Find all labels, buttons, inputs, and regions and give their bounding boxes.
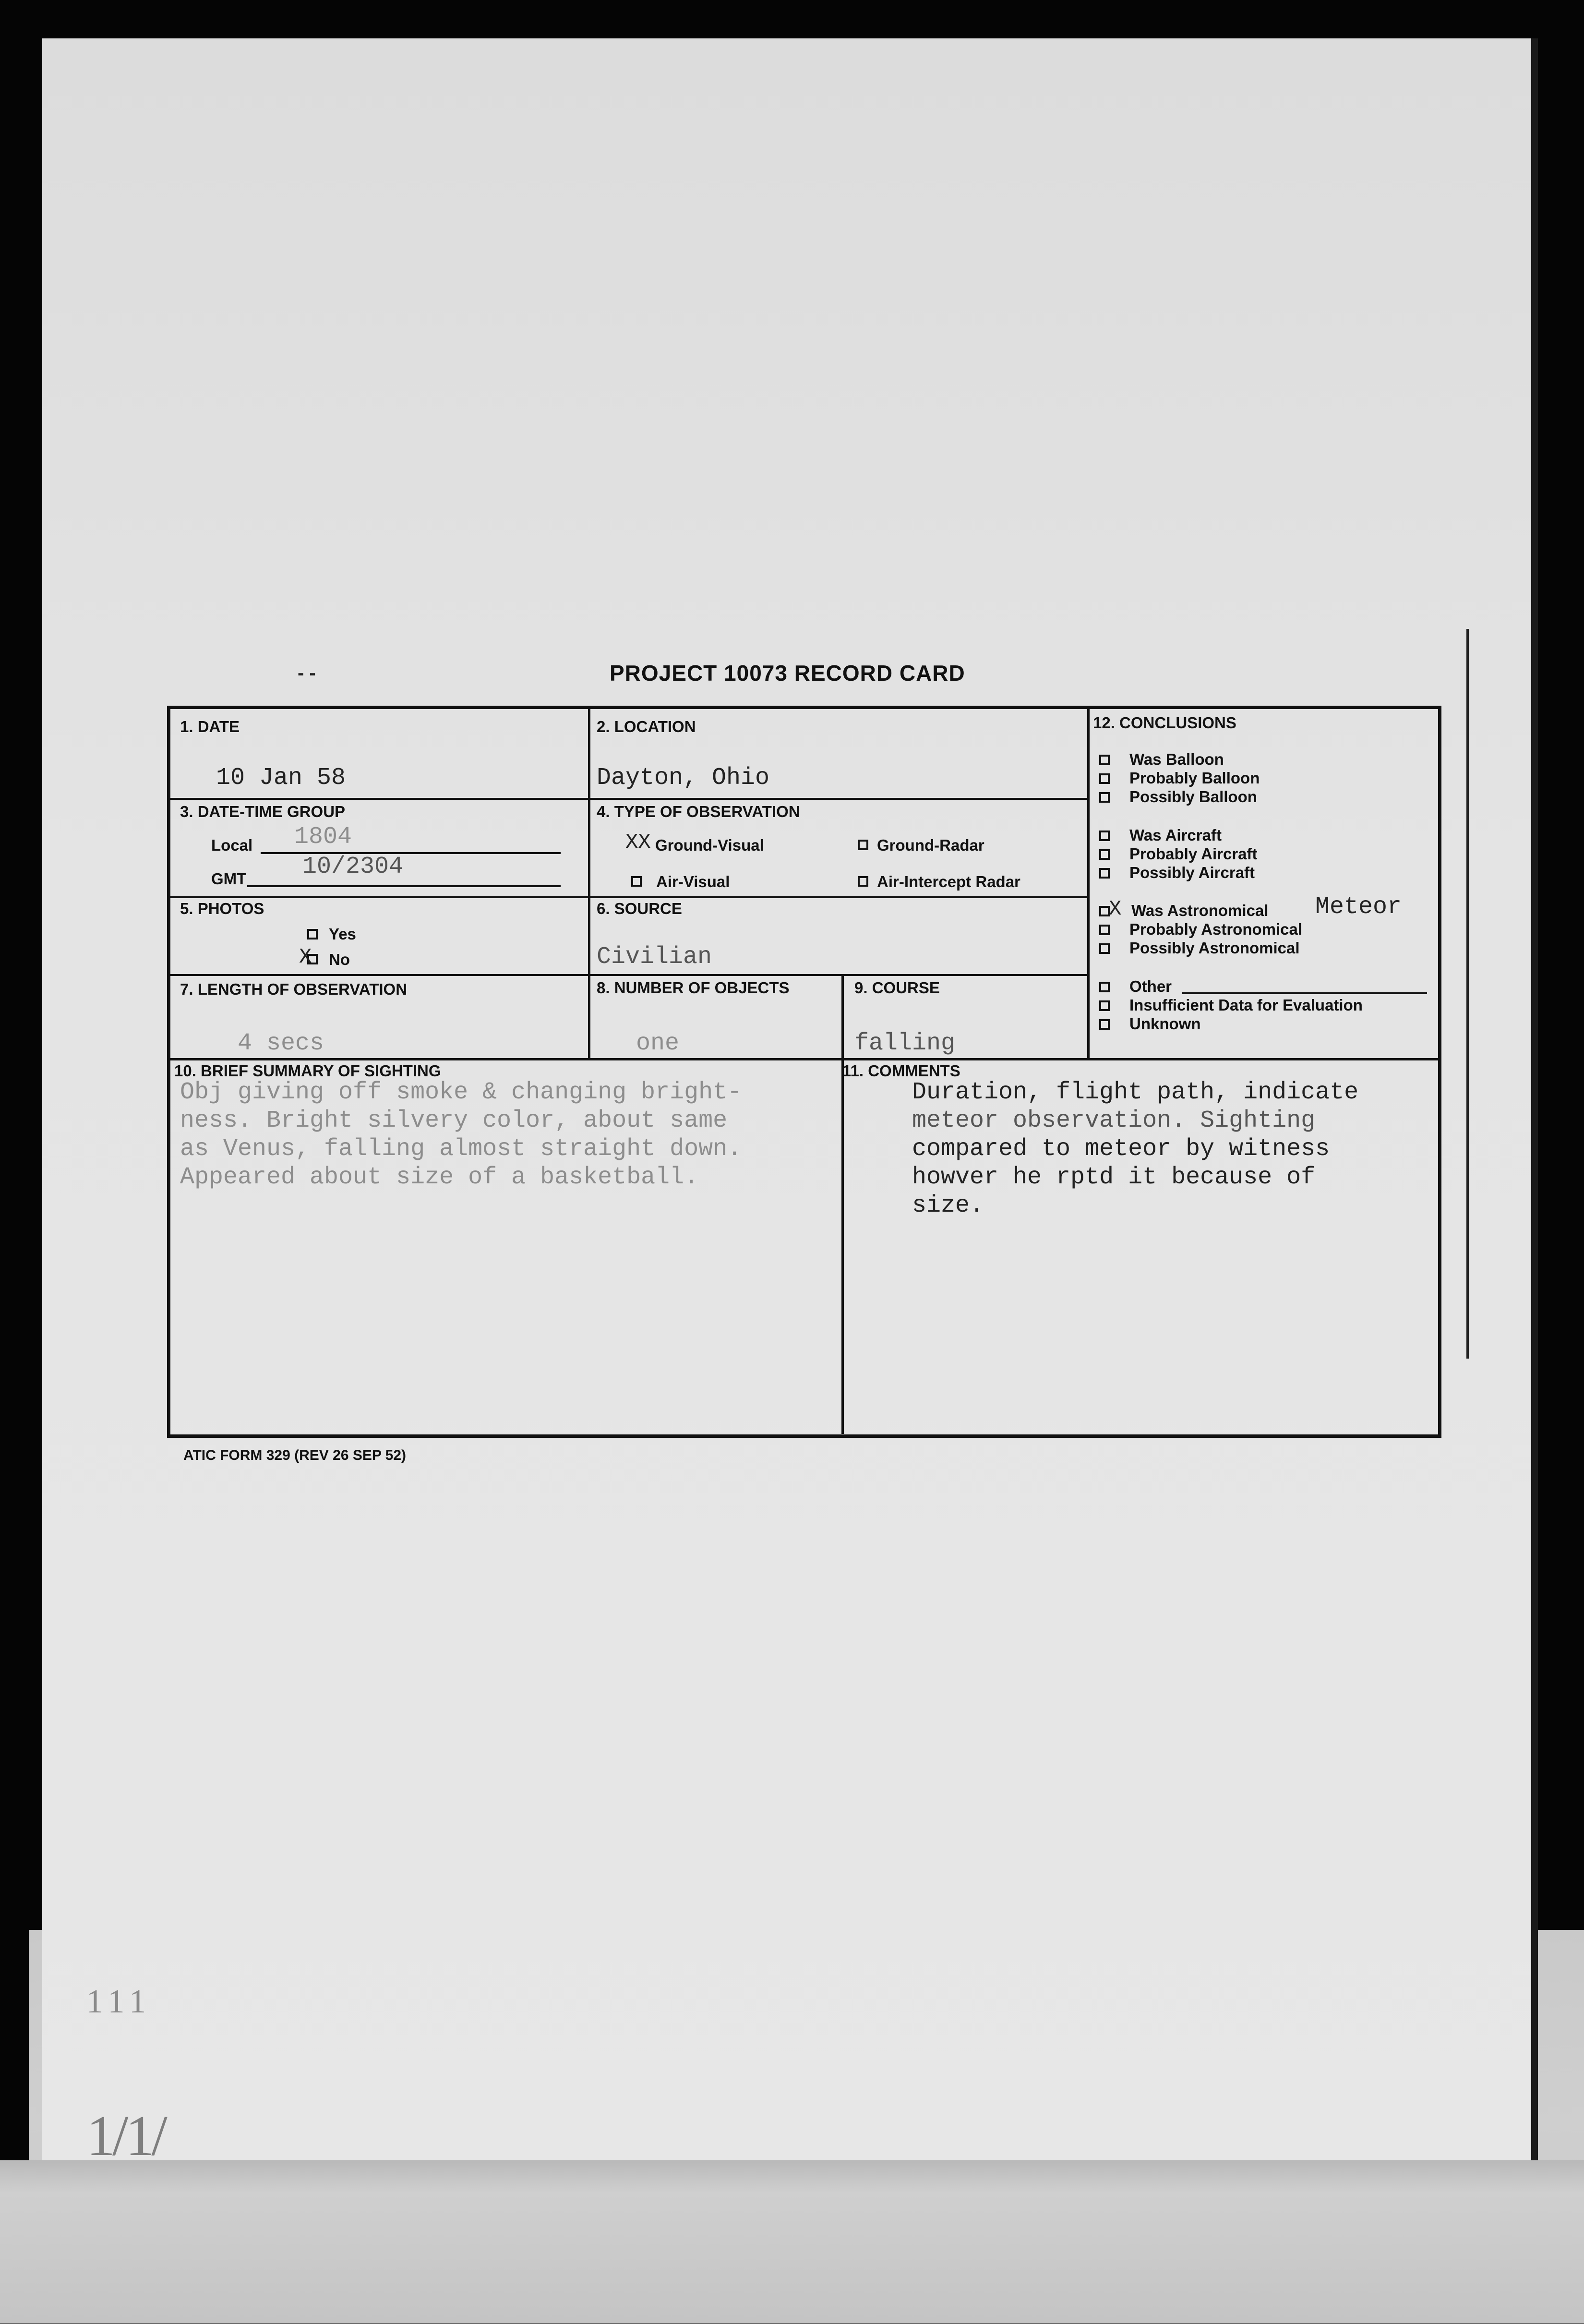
right-margin-rule xyxy=(1466,629,1469,1359)
possibly-astronomical-label: Possibly Astronomical xyxy=(1129,939,1300,957)
objects-value: one xyxy=(636,1030,680,1057)
card-title: PROJECT 10073 RECORD CARD xyxy=(610,661,965,686)
was-aircraft-checkbox xyxy=(1099,831,1110,841)
was-astronomical-check-mark: X xyxy=(1109,897,1122,921)
possibly-astronomical-checkbox xyxy=(1099,943,1110,954)
dtg-label: 3. DATE-TIME GROUP xyxy=(180,803,346,820)
source-value: Civilian xyxy=(597,943,712,971)
ground-visual-label: Ground-Visual xyxy=(655,836,764,854)
dtg-local-value: 1804 xyxy=(294,823,352,851)
source-label: 6. SOURCE xyxy=(597,900,682,917)
other-label: Other xyxy=(1129,977,1172,995)
insufficient-checkbox xyxy=(1099,1000,1110,1011)
dtg-gmt-underline xyxy=(247,885,561,887)
divider-v-1 xyxy=(588,709,590,1060)
header-mark: - - xyxy=(298,662,316,684)
comments-line-5: size. xyxy=(912,1192,984,1219)
summary-line-3: as Venus, falling almost straight down. xyxy=(180,1135,742,1163)
possibly-balloon-checkbox xyxy=(1099,792,1110,803)
type-obs-label: 4. TYPE OF OBSERVATION xyxy=(597,803,800,820)
comments-line-3: compared to meteor by witness xyxy=(912,1135,1330,1163)
date-value: 10 Jan 58 xyxy=(216,764,346,792)
photos-no-label: No xyxy=(329,951,350,968)
dtg-local-label: Local xyxy=(211,836,253,854)
divider-h-4 xyxy=(170,1058,1438,1060)
dtg-gmt-value: 10/2304 xyxy=(302,853,404,880)
air-visual-checkbox xyxy=(631,876,642,887)
divider-v-2 xyxy=(1087,709,1090,1060)
was-astronomical-label: Was Astronomical xyxy=(1131,902,1269,919)
probably-aircraft-label: Probably Aircraft xyxy=(1129,845,1258,863)
insufficient-label: Insufficient Data for Evaluation xyxy=(1129,996,1363,1014)
form-id: ATIC FORM 329 (REV 26 SEP 52) xyxy=(183,1447,407,1463)
divider-h-3 xyxy=(170,974,1087,976)
film-bottom-strip xyxy=(0,2160,1584,2324)
ground-radar-checkbox xyxy=(858,840,868,850)
comments-line-2: meteor observation. Sighting xyxy=(912,1107,1316,1134)
length-value: 4 secs xyxy=(238,1030,324,1057)
photos-yes-label: Yes xyxy=(329,925,356,943)
possibly-aircraft-checkbox xyxy=(1099,868,1110,879)
sheet-right-edge xyxy=(1531,38,1538,2160)
length-label: 7. LENGTH OF OBSERVATION xyxy=(180,980,408,998)
margin-scribble-lower: 1/1/ xyxy=(86,2104,165,2167)
summary-line-4: Appeared about size of a basketball. xyxy=(180,1164,699,1191)
photos-no-check-mark: X xyxy=(299,945,312,969)
location-value: Dayton, Ohio xyxy=(597,764,770,792)
divider-h-1 xyxy=(170,798,1087,800)
summary-line-1: Obj giving off smoke & changing bright- xyxy=(180,1079,742,1106)
probably-astronomical-label: Probably Astronomical xyxy=(1129,920,1303,938)
date-label: 1. DATE xyxy=(180,718,240,735)
was-astronomical-checkbox xyxy=(1099,906,1110,916)
air-intercept-label: Air-Intercept Radar xyxy=(877,873,1020,891)
margin-scribble-upper: 1 1 1 xyxy=(86,1983,144,2020)
probably-balloon-checkbox xyxy=(1099,773,1110,784)
divider-h-2 xyxy=(170,896,1087,898)
course-label: 9. COURSE xyxy=(854,979,940,997)
unknown-checkbox xyxy=(1099,1019,1110,1030)
divider-v-obj xyxy=(841,974,844,1060)
possibly-aircraft-label: Possibly Aircraft xyxy=(1129,864,1255,881)
record-card xyxy=(167,706,1441,1438)
ground-radar-label: Ground-Radar xyxy=(877,836,984,854)
dtg-gmt-label: GMT xyxy=(211,870,247,888)
was-astronomical-note: Meteor xyxy=(1315,893,1402,921)
air-intercept-checkbox xyxy=(858,876,868,887)
was-balloon-checkbox xyxy=(1099,755,1110,765)
was-aircraft-label: Was Aircraft xyxy=(1129,826,1222,844)
ground-visual-check-mark: XX xyxy=(625,831,651,855)
course-value: falling xyxy=(854,1030,956,1057)
comments-line-1: Duration, flight path, indicate xyxy=(912,1079,1359,1106)
conclusions-label: 12. CONCLUSIONS xyxy=(1093,714,1236,732)
photos-label: 5. PHOTOS xyxy=(180,900,264,917)
location-label: 2. LOCATION xyxy=(597,718,696,735)
comments-label: 11. COMMENTS xyxy=(842,1062,960,1080)
probably-aircraft-checkbox xyxy=(1099,849,1110,860)
summary-line-2: ness. Bright silvery color, about same xyxy=(180,1107,728,1134)
possibly-balloon-label: Possibly Balloon xyxy=(1129,788,1257,806)
summary-label: 10. BRIEF SUMMARY OF SIGHTING xyxy=(174,1062,441,1080)
other-checkbox xyxy=(1099,982,1110,992)
comments-line-4: howver he rptd it because of xyxy=(912,1164,1316,1191)
was-balloon-label: Was Balloon xyxy=(1129,750,1224,768)
probably-astronomical-checkbox xyxy=(1099,925,1110,935)
objects-label: 8. NUMBER OF OBJECTS xyxy=(597,979,790,997)
photos-yes-checkbox xyxy=(307,929,318,939)
probably-balloon-label: Probably Balloon xyxy=(1129,769,1260,787)
other-underline xyxy=(1182,992,1427,994)
unknown-label: Unknown xyxy=(1129,1015,1201,1033)
air-visual-label: Air-Visual xyxy=(656,873,730,891)
